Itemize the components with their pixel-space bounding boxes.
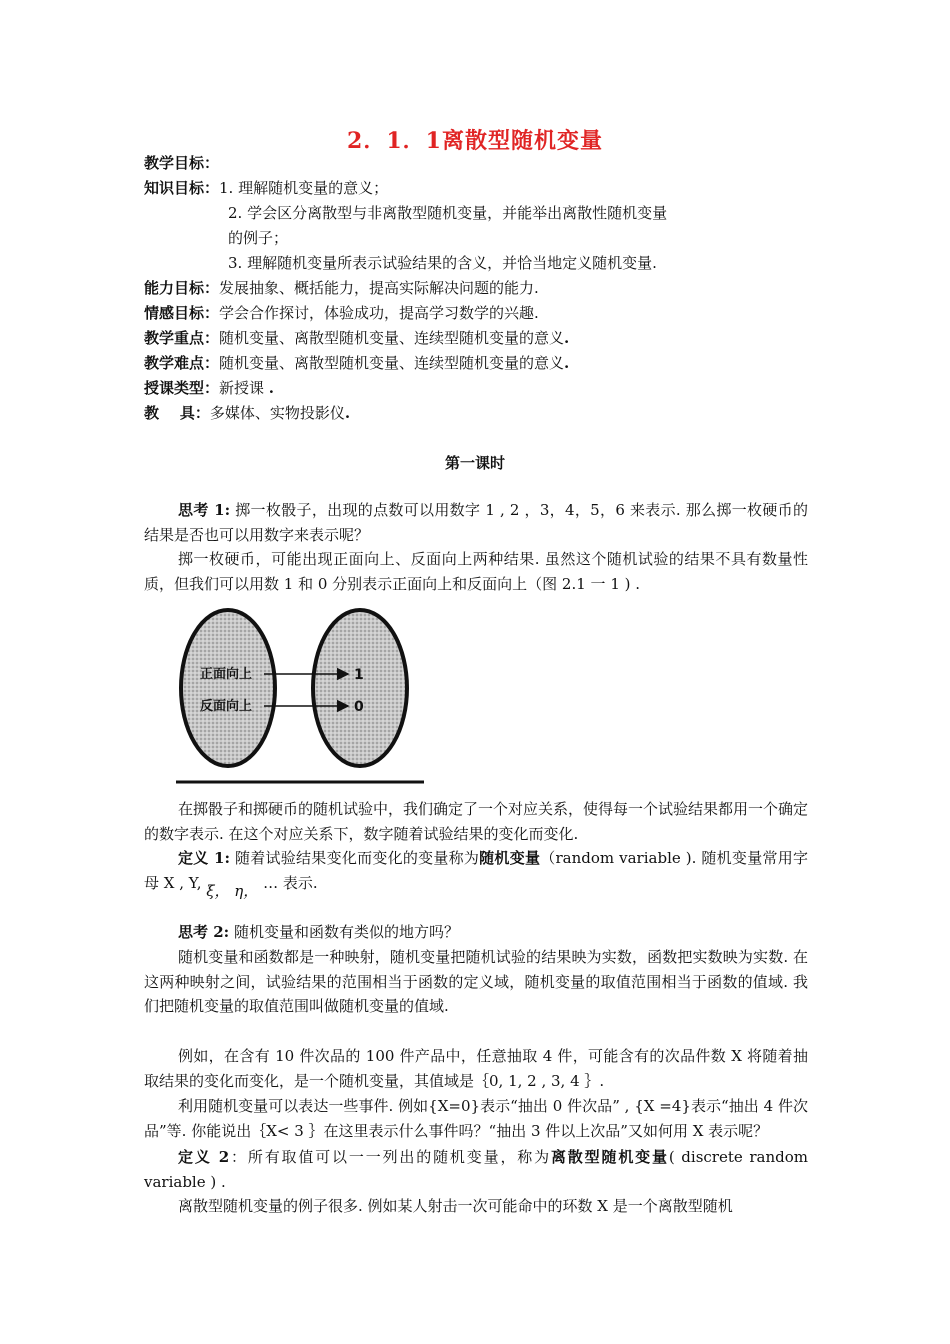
- key-text: 随机变量、离散型随机变量、连续型随机变量的意义: [219, 329, 565, 347]
- def2-text: ( discrete random variable ) .: [144, 1148, 808, 1191]
- value-label: 0: [354, 699, 364, 715]
- definition2-paragraph: [144, 1145, 808, 1194]
- teaching-key: 教学重点：随机变量、离散型随机变量、连续型随机变量的意义.: [144, 329, 570, 347]
- knowledge-item: 3. 理解随机变量所表示试验结果的含义，并恰当地定义随机变量.: [228, 254, 657, 272]
- lesson-type: 授课类型：新授课 .: [144, 379, 275, 397]
- section-heading: 第一课时: [444, 454, 505, 472]
- think1-paragraph: [144, 498, 808, 547]
- tools-label: 教 具：: [144, 404, 210, 422]
- knowledge-item: 1. 理解随机变量的意义；: [219, 179, 389, 197]
- knowledge-goal: [144, 178, 388, 198]
- domain-ellipse: [181, 610, 275, 766]
- definition1-paragraph: [144, 846, 808, 900]
- ability-goal: [144, 278, 539, 298]
- def1-label: 定义 1:: [178, 849, 230, 867]
- teaching-tools: 教 具：多媒体、实物投影仪.: [144, 404, 351, 422]
- value-label: 1: [354, 667, 364, 683]
- answer1-paragraph: 掷一枚硬币，可能出现正面向上、反面向上两种结果. 虽然这个随机试验的结果不具有数量性质，但我们可以用数 1 和 0 分别表示正面向上和反面向上（图 2.1 一 1 ) .: [144, 550, 808, 593]
- emotion-text: 学会合作探讨，体验成功，提高学习数学的兴趣.: [219, 304, 539, 322]
- key-label: 教学重点：: [144, 329, 220, 347]
- def1-text: … 表示.: [258, 873, 318, 892]
- greek-symbols: ξ， η，: [206, 881, 259, 900]
- knowledge-item: 2. 学会区分离散型与非离散型随机变量，并能举出离散性随机变量: [228, 204, 668, 222]
- emotion-goal: [144, 303, 539, 323]
- ability-text: 发展抽象、概括能力，提高实际解决问题的能力.: [219, 279, 539, 297]
- mapping-diagram: [176, 606, 426, 786]
- think2-paragraph: [144, 920, 808, 945]
- range-ellipse: [313, 610, 407, 766]
- think1-label: 思考 1:: [178, 501, 231, 519]
- def1-text: （random variable ). 随机变量常用字母 X , Y,: [144, 849, 808, 892]
- difficult-label: 教学难点：: [144, 354, 220, 372]
- example-paragraph: 例如，在含有 10 件次品的 100 件产品中，任意抽取 4 件，可能含有的次品件数 X 将随着抽取结果的变化而变化，是一个随机变量，其值域是｛0, 1, 2 , 3, 4 ｝.: [144, 1047, 808, 1090]
- knowledge-item: 的例子；: [228, 229, 289, 247]
- events-paragraph: 利用随机变量可以表达一些事件. 例如{X=0}表示“抽出 0 件次品” , {X =4}表示“抽出 4 件次品”等. 你能说出｛X< 3 ｝在这里表示什么事件吗？“抽出 3 件以上次品”又如何用 X 表示呢？: [144, 1097, 808, 1140]
- def2-text: ：所有取值可以一一列出的随机变量，称为: [229, 1148, 551, 1166]
- difficult-text: 随机变量、离散型随机变量、连续型随机变量的意义: [219, 354, 565, 372]
- objectives-heading: 教学目标：: [144, 154, 220, 172]
- knowledge-label: 知识目标：: [144, 179, 220, 197]
- think2-text: 随机变量和函数有类似的地方吗？: [229, 923, 459, 941]
- ability-label: 能力目标：: [144, 279, 220, 297]
- page-title: 2．1．1离散型随机变量: [347, 128, 603, 154]
- type-label: 授课类型：: [144, 379, 220, 397]
- outcome-label: 反面向上: [200, 699, 253, 714]
- think2-label: 思考 2:: [178, 923, 230, 941]
- last-paragraph: 离散型随机变量的例子很多. 例如某人射击一次可能命中的环数 X 是一个离散型随机: [178, 1197, 733, 1215]
- mapping-figure: [176, 606, 426, 786]
- emotion-label: 情感目标：: [144, 304, 220, 322]
- def2-term: 离散型随机变量: [550, 1148, 669, 1166]
- think1-text: 掷一枚骰子，出现的点数可以用数字 1 , 2 ，3，4，5，6 来表示. 那么掷一枚硬币的结果是否也可以用数字来表示呢？: [144, 501, 808, 544]
- tools-text: 多媒体、实物投影仪: [209, 404, 345, 422]
- def1-text: 随着试验结果变化而变化的变量称为: [229, 849, 480, 867]
- function-paragraph: 随机变量和函数都是一种映射，随机变量把随机试验的结果映为实数，函数把实数映为实数. 在这两种映射之间，试验结果的范围相当于函数的定义域，随机变量的取值范围相当于函数的值域. 我们把随机变量的取值范围叫做随机变量的值域.: [144, 948, 808, 1015]
- outcome-label: 正面向上: [200, 667, 253, 682]
- teaching-difficulty: 教学难点：随机变量、离散型随机变量、连续型随机变量的意义.: [144, 354, 570, 372]
- def1-term: 随机变量: [479, 849, 541, 867]
- mapping-paragraph: 在掷骰子和掷硬币的随机试验中，我们确定了一个对应关系，使得每一个试验结果都用一个确定的数字表示. 在这个对应关系下，数字随着试验结果的变化而变化.: [144, 800, 809, 843]
- def2-label: 定义 2: [178, 1148, 230, 1166]
- type-text: 新授课: [219, 379, 269, 397]
